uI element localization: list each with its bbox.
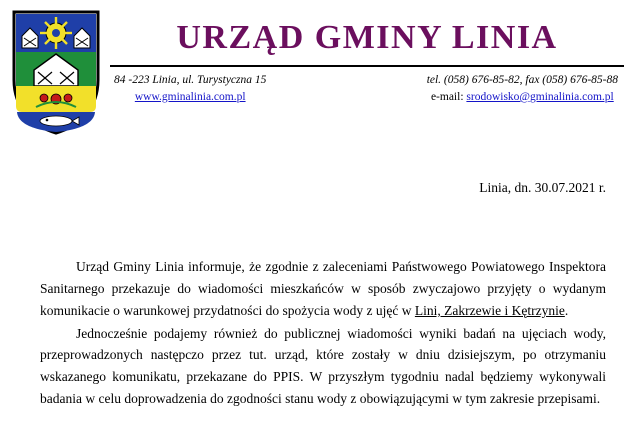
coat-of-arms-icon xyxy=(10,8,102,136)
email-label: e-mail: xyxy=(430,90,467,103)
header-text-block xyxy=(102,6,626,105)
paragraph-1-underlined-locations: Lini, Zakrzewie i Kętrzynie xyxy=(414,302,565,318)
document-header xyxy=(0,0,640,136)
website-link-wrap xyxy=(114,89,266,106)
paragraph-2: Jednocześnie podajemy również do publicznej wiadomości wyniki badań na ujęciach wody, przeprowadzonych następczo przez tut. urząd, które zostały w dniu dzisiejszym, po otrzymaniu wskazanego komunikatu, przekazane do PPIS. W przyszłym tygodniu nadal będziemy wykonywali badania w celu doprowadzenia do zgodności stanu wody z obowiązującymi w tym zakresie przepisami. xyxy=(40,325,606,407)
header-divider xyxy=(110,65,624,67)
contact-email-line xyxy=(427,89,618,106)
contact-address-block xyxy=(108,72,266,105)
contact-phone: tel. (058) 676-85-82, fax (058) 676-85-88 xyxy=(426,74,618,87)
paragraph-1-text-part1: Urząd Gminy Linia informuje, że zgodnie z zaleceniami Państwowego Powiatowego Inspektora Sanitarnego przekazuje do wiadomości mieszkańców w sposób zwyczajowo przyjęty o wydanym komunikacie o warunkowej przydatności do spożycia wody z ujęć w xyxy=(40,259,606,318)
contact-info xyxy=(108,72,626,105)
paragraph-1-text-part2: . xyxy=(564,302,569,318)
date-line: Linia, dn. 30.07.2021 r. xyxy=(479,180,606,195)
contact-phone-block xyxy=(427,72,626,105)
document-body xyxy=(0,256,640,410)
paragraph-1 xyxy=(40,256,606,322)
page-title: URZĄD GMINY LINIA xyxy=(176,19,558,56)
email-link[interactable]: srodowisko@gminalinia.com.pl xyxy=(466,90,614,103)
website-link[interactable]: www.gminalinia.com.pl xyxy=(134,90,246,103)
contact-address: 84 -223 Linia, ul. Turystyczna 15 xyxy=(114,74,267,87)
